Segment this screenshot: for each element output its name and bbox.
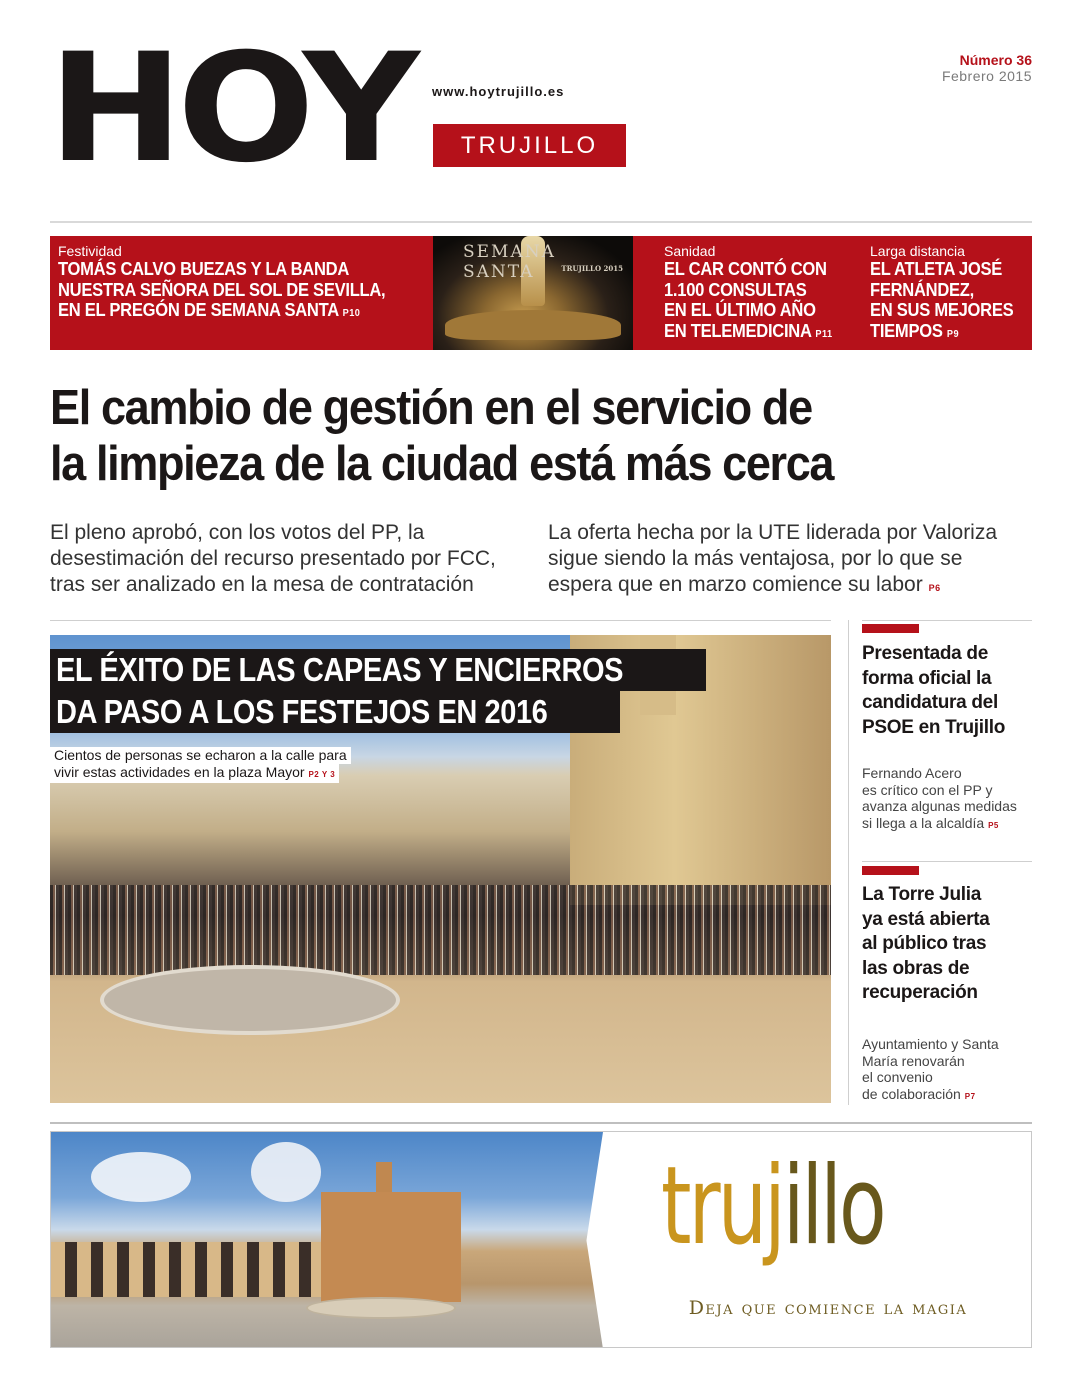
page-ref: P10	[342, 308, 361, 319]
poster-subtitle: TRUJILLO 2015	[561, 264, 623, 273]
headline-line: la limpieza de la ciudad está más cerca	[50, 437, 834, 491]
teaser-headline-line: TIEMPOS P9	[870, 320, 960, 341]
teaser-kicker: Festividad	[58, 243, 122, 259]
ad-tagline: Deja que comience la magia	[688, 1297, 968, 1319]
sidebar-story-2-headline[interactable]: La Torre Julia ya está abierta al público tras las obras de recuperación	[862, 884, 990, 1003]
teaser-sanidad[interactable]	[664, 244, 847, 345]
cloud	[251, 1142, 321, 1202]
crowd	[50, 885, 831, 975]
poster-title: SEMANA SANTA	[463, 242, 556, 282]
sidebar-divider	[848, 620, 849, 1105]
main-deck-left	[50, 520, 496, 598]
deck-line: La oferta hecha por la UTE liderada por Valoriza	[548, 521, 998, 544]
caption-line: Cientos de personas se echaron a la calle para	[50, 747, 351, 764]
trujillo-logo: trujillo	[661, 1144, 884, 1269]
procession-float	[445, 310, 621, 340]
teaser-larga-distancia[interactable]	[870, 244, 1026, 345]
teaser-headline-line: NUESTRA SEÑORA DEL SOL DE SEVILLA,	[58, 279, 386, 300]
fountain	[306, 1297, 456, 1319]
deck-line: tras ser analizado en la mesa de contratación	[50, 573, 474, 596]
teaser-kicker: Larga distancia	[870, 243, 965, 259]
page-ref: P11	[815, 328, 833, 340]
trujillo-tourism-ad[interactable]	[50, 1131, 1032, 1348]
website-link[interactable]: www.hoytrujillo.es	[432, 84, 565, 99]
headline-line: El cambio de gestión en el servicio de	[50, 381, 812, 435]
teaser-kicker: Sanidad	[664, 243, 716, 259]
sidebar-story-1-headline[interactable]: Presentada de forma oficial la candidatura del PSOE en Trujillo	[862, 643, 1006, 738]
page-ref: P2 Y 3	[308, 770, 336, 779]
page-ref: P5	[988, 820, 999, 830]
page-ref: P7	[964, 1091, 976, 1101]
teaser-headline-line: EN EL ÚLTIMO AÑO	[664, 300, 816, 320]
cloud	[91, 1152, 191, 1202]
section-divider	[50, 620, 831, 621]
deck-line: sigue siendo la más ventajosa, por lo que se	[548, 547, 963, 570]
church-building	[321, 1192, 461, 1302]
teaser-headline-line: TOMÁS CALVO BUEZAS Y LA BANDA	[58, 259, 350, 279]
issue-info	[942, 52, 1032, 84]
teaser-festividad[interactable]	[58, 244, 414, 325]
teaser-headline-line: 1.100 CONSULTAS	[664, 279, 807, 300]
fountain	[100, 965, 400, 1035]
red-tag-marker	[862, 866, 919, 875]
red-tag-marker	[862, 624, 919, 633]
deck-line: espera que en marzo comience su labor P6	[548, 573, 941, 596]
sidebar-story-2-body: Ayuntamiento y Santa María renovarán el convenio de colaboración P7	[862, 1036, 999, 1102]
photo-headline-line: EL ÉXITO DE LAS CAPEAS Y ENCIERROS	[50, 649, 706, 691]
arcades	[51, 1242, 321, 1297]
photo-headline-line: DA PASO A LOS FESTEJOS EN 2016	[50, 691, 620, 733]
edition-badge: TRUJILLO	[433, 124, 626, 167]
teaser-headline-line: EN TELEMEDICINA P11	[664, 320, 833, 341]
page-ref: P9	[946, 328, 960, 340]
teaser-headline-line: EN SUS MEJORES	[870, 300, 1014, 320]
teaser-headline-line: EL CAR CONTÓ CON	[664, 259, 827, 279]
ad-divider	[50, 1122, 1032, 1124]
sidebar-rule	[862, 620, 1032, 621]
masthead-divider	[50, 221, 1032, 223]
sidebar-story-1-body: Fernando Acero es crítico con el PP y avanza algunas medidas si llega a la alcaldía P5	[862, 765, 1017, 831]
teaser-headline-line: EN EL PREGÓN DE SEMANA SANTA P10	[58, 300, 361, 320]
deck-line: El pleno aprobó, con los votos del PP, la	[50, 521, 425, 544]
main-deck-right	[548, 520, 997, 601]
sidebar-rule	[862, 861, 1032, 862]
photo-caption	[50, 747, 351, 783]
teaser-headline-line: EL ATLETA JOSÉ	[870, 259, 1003, 279]
deck-line: desestimación del recurso presentado por FCC,	[50, 547, 496, 570]
ad-plaza-photo	[51, 1132, 603, 1348]
page-ref: P6	[928, 583, 941, 593]
teaser-headline-line: FERNÁNDEZ,	[870, 279, 974, 300]
semana-santa-poster-image[interactable]	[433, 236, 633, 350]
issue-date: Febrero 2015	[941, 68, 1032, 84]
plaza-mayor-photo[interactable]	[50, 635, 831, 1103]
issue-number: Número 36	[959, 52, 1032, 68]
main-headline[interactable]	[50, 380, 833, 492]
caption-line: vivir estas actividades en la plaza Mayor P2 Y 3	[50, 764, 339, 783]
teaser-band	[50, 236, 1032, 350]
photo-headline	[50, 649, 706, 733]
newspaper-logo: HOY	[48, 22, 414, 196]
